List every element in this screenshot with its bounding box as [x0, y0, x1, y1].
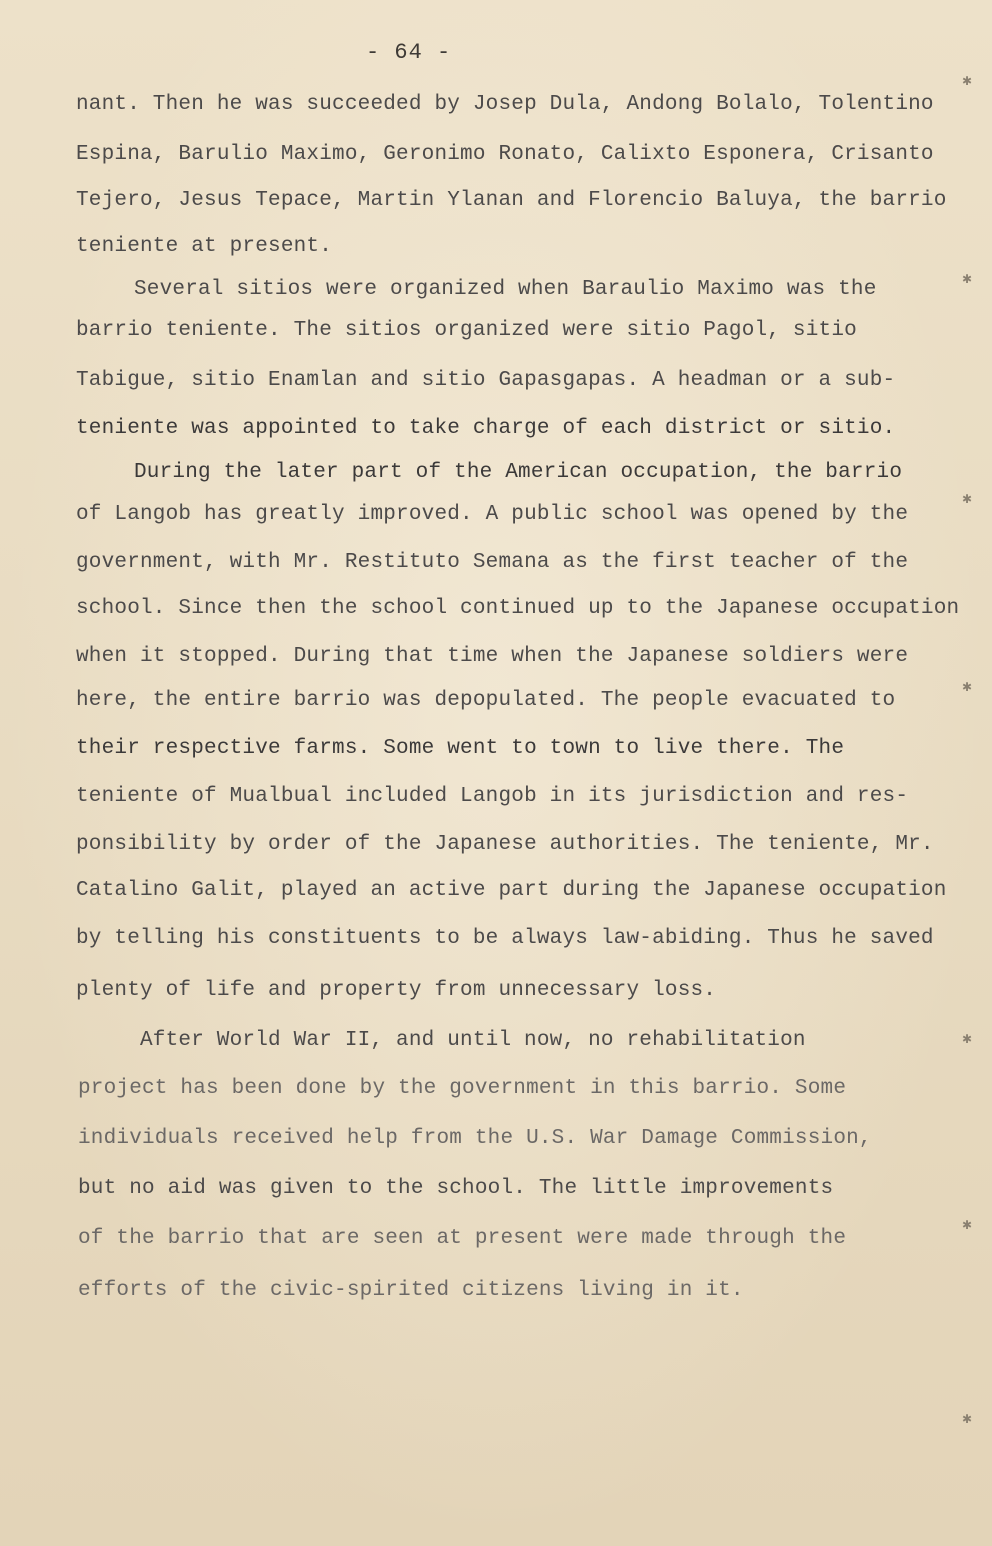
text-line: nant. Then he was succeeded by Josep Dula, Andong Bolalo, Tolentino — [76, 93, 934, 116]
text-line: their respective farms. Some went to town to live there. The — [76, 737, 845, 760]
text-line: when it stopped. During that time when the Japanese soldiers were — [76, 645, 909, 668]
text-line: school. Since then the school continued up to the Japanese occupation — [76, 597, 960, 620]
text-line: During the later part of the American occupation, the barrio — [134, 461, 903, 484]
margin-speck: ✱ — [962, 492, 973, 506]
margin-speck: ✱ — [962, 1412, 973, 1426]
text-line: of the barrio that are seen at present were made through the — [78, 1227, 847, 1250]
text-line: plenty of life and property from unnecessary loss. — [76, 979, 717, 1002]
margin-speck: ✱ — [962, 680, 973, 694]
text-line: project has been done by the government in this barrio. Some — [78, 1077, 847, 1100]
text-line: Tejero, Jesus Tepace, Martin Ylanan and Florencio Baluya, the barrio — [76, 189, 947, 212]
text-line: After World War II, and until now, no rehabilitation — [140, 1029, 806, 1052]
text-line: barrio teniente. The sitios organized were sitio Pagol, sitio — [76, 319, 857, 342]
text-line: of Langob has greatly improved. A public school was opened by the — [76, 503, 909, 526]
text-line: teniente was appointed to take charge of each district or sitio. — [76, 417, 896, 440]
margin-speck: ✱ — [962, 1218, 973, 1232]
margin-speck: ✱ — [962, 1032, 973, 1046]
page-number: - 64 - — [366, 40, 452, 65]
text-line: by telling his constituents to be always law-abiding. Thus he saved — [76, 927, 934, 950]
margin-speck: ✱ — [962, 74, 973, 88]
text-line: but no aid was given to the school. The little improvements — [78, 1177, 834, 1200]
margin-speck: ✱ — [962, 272, 973, 286]
text-line: ponsibility by order of the Japanese authorities. The teniente, Mr. — [76, 833, 934, 856]
text-line: efforts of the civic-spirited citizens living in it. — [78, 1279, 744, 1302]
text-line: individuals received help from the U.S. War Damage Commission, — [78, 1127, 872, 1150]
text-line: Tabigue, sitio Enamlan and sitio Gapasgapas. A headman or a sub- — [76, 369, 896, 392]
text-line: Catalino Galit, played an active part during the Japanese occupation — [76, 879, 947, 902]
text-line: here, the entire barrio was depopulated. The people evacuated to — [76, 689, 896, 712]
text-line: Several sitios were organized when Baraulio Maximo was the — [134, 278, 877, 301]
text-line: government, with Mr. Restituto Semana as the first teacher of the — [76, 551, 909, 574]
text-line: Espina, Barulio Maximo, Geronimo Ronato, Calixto Esponera, Crisanto — [76, 143, 934, 166]
text-line: teniente at present. — [76, 235, 333, 258]
text-line: teniente of Mualbual included Langob in its jurisdiction and res- — [76, 785, 909, 808]
